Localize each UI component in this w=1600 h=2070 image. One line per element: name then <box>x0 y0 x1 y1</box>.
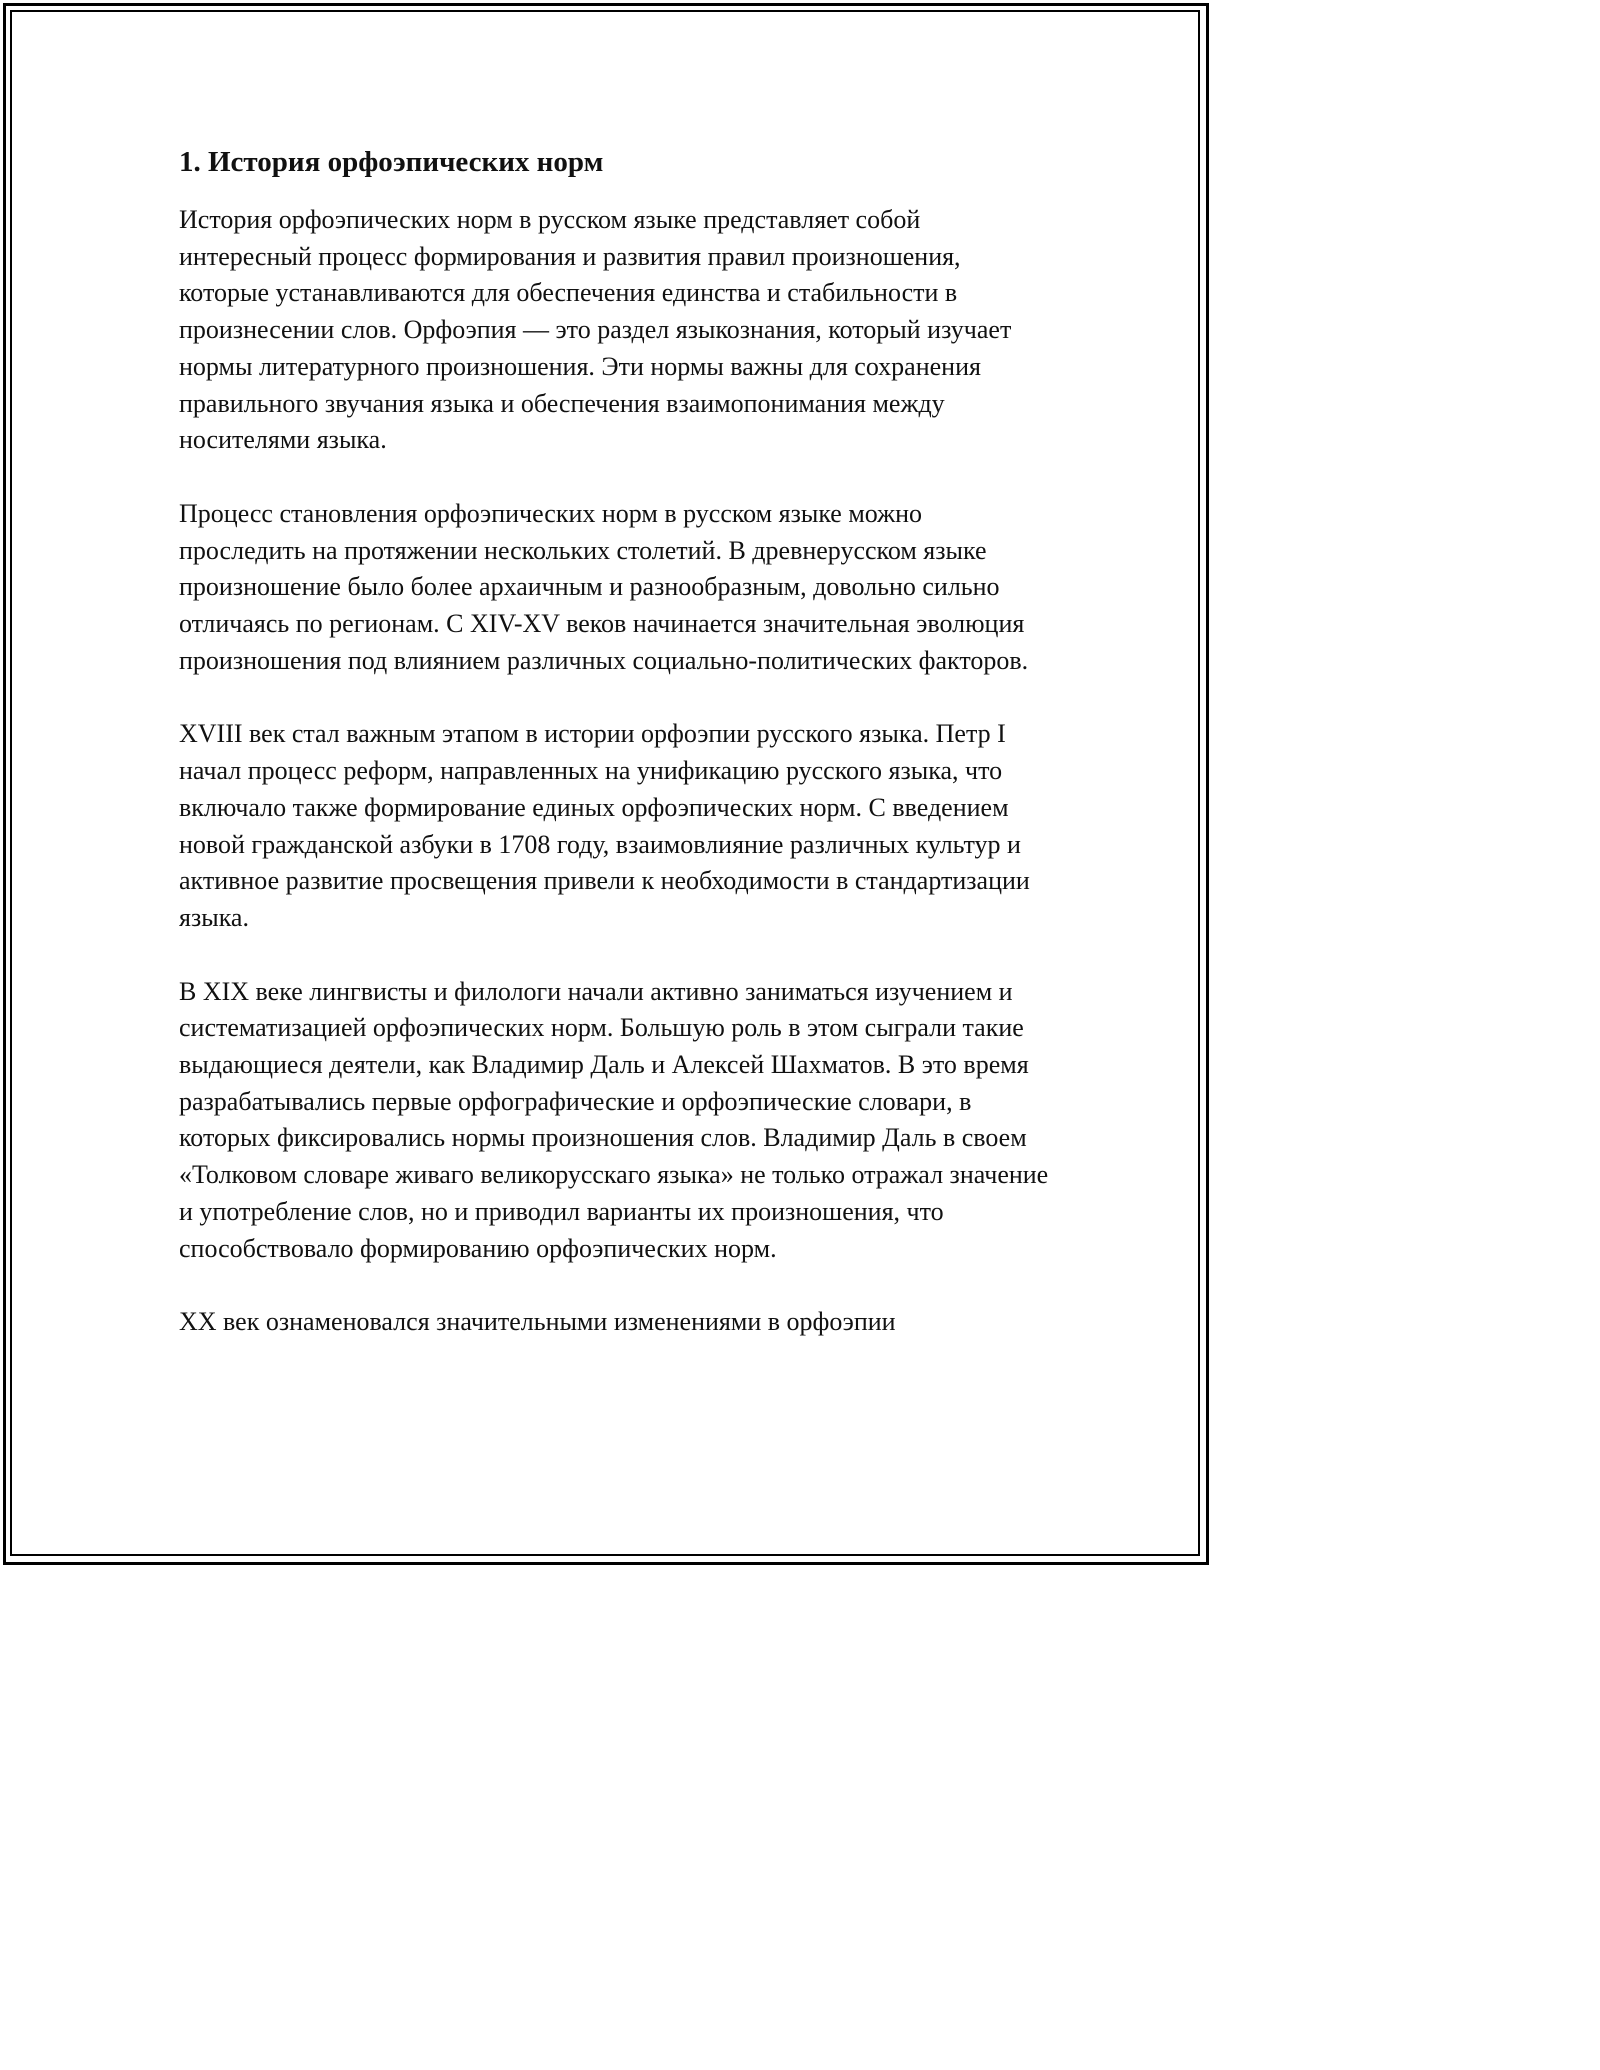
paragraph-18th-century: XVIII век стал важным этапом в истории орфоэпии русского языка. Петр I начал процесс реформ, направленных на унификацию русского языка, что включало также формирование единых орфоэпических норм. С введением новой гражданской азбуки в 1708 году, взаимовлияние различных культур и активное развитие просвещения привели к необходимости в стандартизации языка. <box>179 719 1030 932</box>
section-heading: 1. История орфоэпических норм <box>179 146 604 178</box>
document-body <box>179 140 1049 1378</box>
paragraph-19th-century: В XIX веке лингвисты и филологи начали активно заниматься изучением и систематизацией орфоэпических норм. Большую роль в этом сыграли такие выдающиеся деятели, как Владимир Даль и Алексей Шахматов. В это время разрабатывались первые орфографические и орфоэпические словари, в которых фиксировались нормы произношения слов. Владимир Даль в своем «Толковом словаре живаго великорусскаго языка» не только отражал значение и употребление слов, но и приводил варианты их произношения, что способствовало формированию орфоэпических норм. <box>179 976 1049 1263</box>
paragraph-20th-century: XX век ознаменовался значительными изменениями в орфоэпии <box>179 1307 896 1337</box>
paragraph-old-russian: Процесс становления орфоэпических норм в русском языке можно проследить на протяжении нескольких столетий. В древнерусском языке произношение было более архаичным и разнообразным, довольно сильно отличаясь по регионам. С XIV-XV веков начинается значительная эволюция произношения под влиянием различных социально-политических факторов. <box>179 498 1029 675</box>
paragraph-intro: История орфоэпических норм в русском языке представляет собой интересный процесс формирования и развития правил произношения, которые устанавливаются для обеспечения единства и стабильности в произнесении слов. Орфоэпия — это раздел языкознания, который изучает нормы литературного произношения. Эти нормы важны для сохранения правильного звучания языка и обеспечения взаимопонимания между носителями языка. <box>179 205 1012 455</box>
